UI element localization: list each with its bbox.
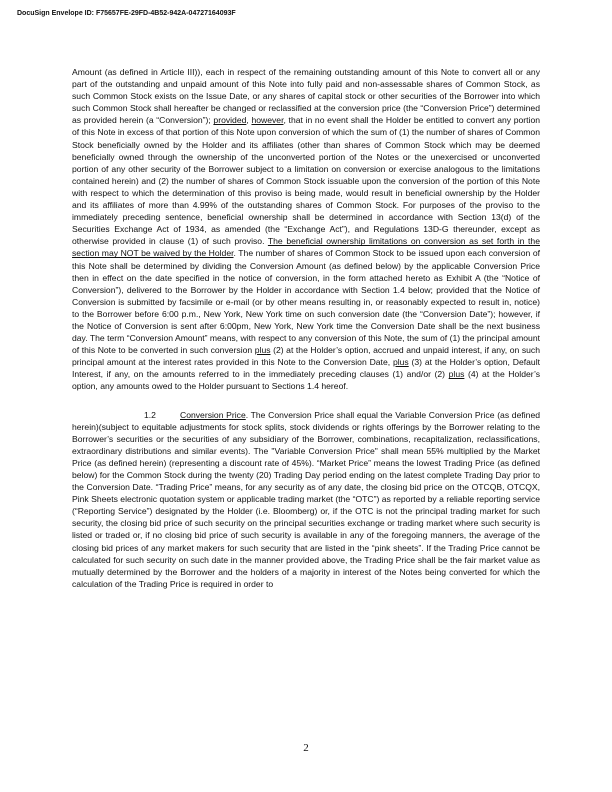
text-run: Amount (as defined in Article III)), each in respect of the remaining outstanding amount of this Note to convert all or any part of the outstanding and unpaid amount of this Note into fully paid and non-assessable shares of Common Stock, as such Common Stock exists on the Issue Date, or any shares of capital stock or other securities of the Borrower into which such Common Stock shall hereafter be changed or reclassified at the conversion price (the “Conversion Price”) determined as provided herein (a “Conversion”); bbox=[72, 67, 540, 126]
underlined-term: plus bbox=[448, 369, 465, 380]
page-number: 2 bbox=[303, 742, 309, 754]
text-run: , bbox=[246, 115, 252, 126]
underlined-term: however bbox=[251, 115, 284, 126]
underlined-term: plus bbox=[254, 345, 271, 356]
underlined-term: plus bbox=[392, 357, 409, 368]
text-run: (4) at the Holder’s option, any amounts owed to the Holder pursuant to Sections 1.4 hereof. bbox=[72, 369, 540, 392]
text-run: . The number of shares of Common Stock to be issued upon each conversion of this Note shall be determined by dividing the Conversion Amount (as defined below) by the applicable Conversion Price then in effect on the date specified in the notice of conversion, in the form attached hereto as Exhibit A (the “Notice of Conversion”), delivered to the Borrower by the Holder in accordance with Section 1.4 below; provided that the Notice of Conversion is submitted by facsimile or e-mail (or by other means resulting in, or reasonably expected to result in, notice) to the Borrower before 6:00 p.m., New York, New York time on such conversion date (the “Conversion Date”); however, if the Notice of Conversion is sent after 6:00pm, New York, New York time the Conversion Date shall be the next business day. The term “Conversion Amount” means, with respect to any conversion of this Note, the sum of (1) the principal amount of this Note to be converted in such conversion bbox=[72, 248, 540, 356]
underlined-term: provided bbox=[213, 115, 247, 126]
text-run: (2) at the Holder’s option, accrued and unpaid interest, if any, on such principal amount at the interest rates provided in this Note to the Conversion Date, bbox=[72, 345, 540, 368]
text-run: . The Conversion Price shall equal the Variable Conversion Price (as defined herein)(subject to equitable adjustments for stock splits, stock dividends or rights offerings by the Borrower relating to the Borrower’s securities or the securities of any subsidiary of the Borrower, combinations, recapitalization, reclassifications, extraordinary distributions and similar events). The "Variable Conversion Price" shall mean 55% multiplied by the Market Price (as defined herein) (representing a discount rate of 45%). “Market Price” means the lowest Trading Price (as defined below) for the Common Stock during the twenty (20) Trading Day period ending on the latest complete Trading Day prior to the Conversion Date. “Trading Price” means, for any security as of any date, the closing bid price on the OTCQB, OTCQX, Pink Sheets electronic quotation system or applicable trading market (the “OTC”) as reported by a reliable reporting service (“Reporting Service”) designated by the Holder (i.e. Bloomberg) or, if the OTC is not the principal trading market for such security, the closing bid price of such security on the principal securities exchange or trading market where such security is listed or traded or, if no closing bid price of such security is available in any of the foregoing manners, the average of the closing bid prices of any market makers for such security that are listed in the “pink sheets”. If the Trading Price cannot be calculated for such security on such date in the manner provided above, the Trading Price shall be the fair market value as mutually determined by the Borrower and the holders of a majority in interest of the Notes being converted for which the calculation of the Trading Price is required in order to bbox=[72, 409, 540, 589]
section-number: 1.2 bbox=[144, 409, 156, 420]
conversion-paragraph bbox=[72, 66, 540, 393]
docusign-envelope-id: DocuSign Envelope ID: F75657FE-29FD-4B52-942A-04727164093F bbox=[17, 10, 236, 17]
beneficial-ownership-limitation: The beneficial ownership limitations on conversion as set forth in the section may NOT be waived by the Holder bbox=[72, 236, 540, 259]
text-run: (3) at the Holder’s option, Default Interest, if any, on the amounts referred to in the immediately preceding clauses (1) and/or (2) bbox=[72, 357, 540, 380]
section-title: Conversion Price bbox=[180, 409, 246, 420]
text-run: , that in no event shall the Holder be entitled to convert any portion of this Note in excess of that portion of this Note upon conversion of which the sum of (1) the number of shares of Common Stock beneficially owned by the Holder and its affiliates (other than shares of Common Stock which may be deemed beneficially owned through the ownership of the unconverted portion of the Notes or the unexercised or unconverted portion of any other security of the Borrower subject to a limitation on conversion or exercise analogous to the limitations contained herein) and (2) the number of shares of Common Stock issuable upon the conversion of the portion of this Note with respect to which the determination of this proviso is being made, would result in beneficial ownership by the Holder and its affiliates of more than 4.99% of the outstanding shares of Common Stock. For purposes of the proviso to the immediately preceding sentence, beneficial ownership shall be determined in accordance with Section 13(d) of the Securities Exchange Act of 1934, as amended (the “Exchange Act”), and Regulations 13D-G thereunder, except as otherwise provided in clause (1) of such proviso. bbox=[72, 115, 541, 247]
document-body bbox=[72, 66, 540, 590]
conversion-price-section bbox=[72, 409, 540, 590]
